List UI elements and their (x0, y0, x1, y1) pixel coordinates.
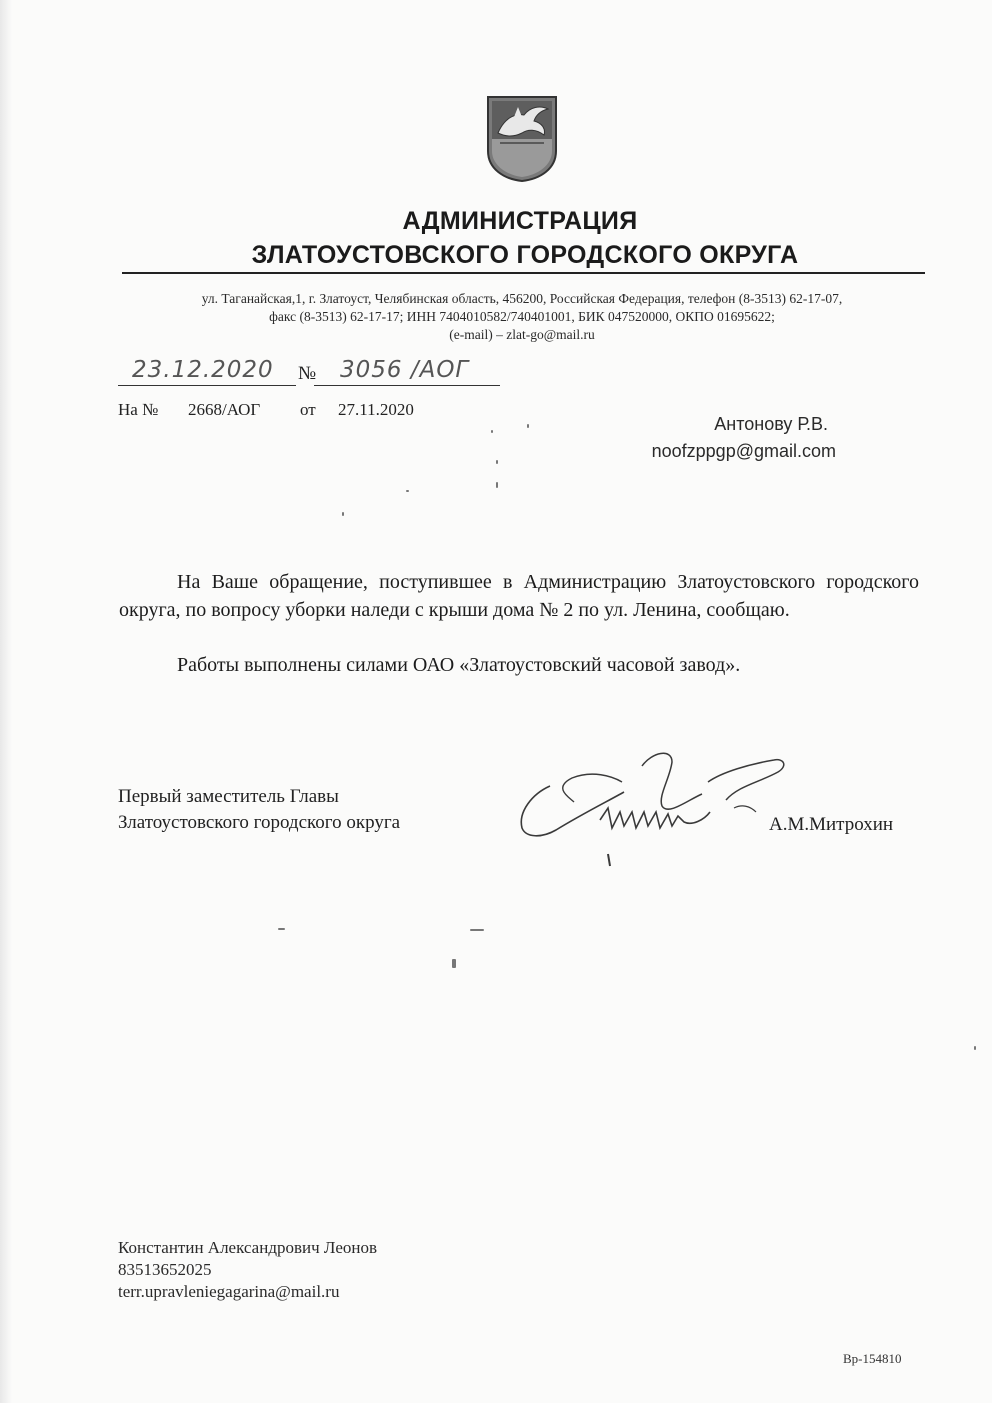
executor-name: Константин Александрович Леонов (118, 1238, 377, 1257)
outgoing-date: 23.12.2020 (132, 357, 274, 383)
reference-number: 2668/АОГ (188, 400, 261, 419)
scan-speck (452, 959, 456, 968)
scan-speck (278, 928, 285, 930)
letter-paragraph-1: На Ваше обращение, поступившее в Администрацию Златоустовского городского округа, по вопросу уборки наледи с крыши дома № 2 по ул. Ленина, сообщаю. (119, 571, 919, 621)
recipient-name: Антонову Р.В. (714, 414, 828, 434)
executor-email: terr.upravleniegagarina@mail.ru (118, 1282, 340, 1301)
contacts-email: (e-mail) – zlat-go@mail.ru (449, 327, 595, 342)
recipient-email: noofzppgp@gmail.com (651, 441, 836, 461)
signer-position-line1: Первый заместитель Главы (118, 786, 339, 807)
reference-line (118, 400, 414, 420)
coat-of-arms-icon (484, 93, 560, 183)
contacts-requisites: факс (8-3513) 62-17-17; ИНН 7404010582/740401001, БИК 047520000, ОКПО 01695622; (269, 309, 775, 324)
scan-speck (974, 1046, 976, 1050)
signer-name: А.М.Митрохин (769, 814, 894, 835)
scan-speck (496, 460, 498, 464)
letter-paragraph-2: Работы выполнены силами ОАО «Златоустовский часовой завод». (177, 654, 741, 676)
signer-position-line2: Златоустовского городского округа (118, 812, 401, 833)
scan-speck (491, 430, 493, 433)
outgoing-number: 3056 /АОГ (340, 357, 470, 383)
scan-speck (342, 512, 344, 516)
scan-edge-shadow (0, 0, 12, 1403)
contacts-address: ул. Таганайская,1, г. Златоуст, Челябинская область, 456200, Российская Федерация, телефон (8-3513) 62-17-07, (201, 291, 843, 306)
outgoing-date-underline (118, 385, 296, 386)
scan-speck (470, 929, 484, 931)
scan-speck (406, 490, 409, 492)
reference-from-label: от (300, 400, 316, 419)
header-rule (122, 272, 925, 274)
outgoing-number-sign: № (298, 363, 317, 384)
outgoing-registration (118, 357, 508, 387)
reference-label: На № (118, 400, 159, 419)
form-code: Вр-154810 (843, 1351, 902, 1366)
outgoing-number-underline (314, 385, 500, 386)
executor-phone: 83513652025 (118, 1260, 212, 1279)
scan-speck (527, 424, 529, 428)
organization-title-line2: ЗЛАТОУСТОВСКОГО ГОРОДСКОГО ОКРУГА (251, 241, 799, 269)
reference-date: 27.11.2020 (338, 400, 414, 419)
organization-title-line1: АДМИНИСТРАЦИЯ (402, 207, 638, 235)
scan-speck (496, 482, 498, 488)
handwritten-signature (512, 742, 792, 872)
